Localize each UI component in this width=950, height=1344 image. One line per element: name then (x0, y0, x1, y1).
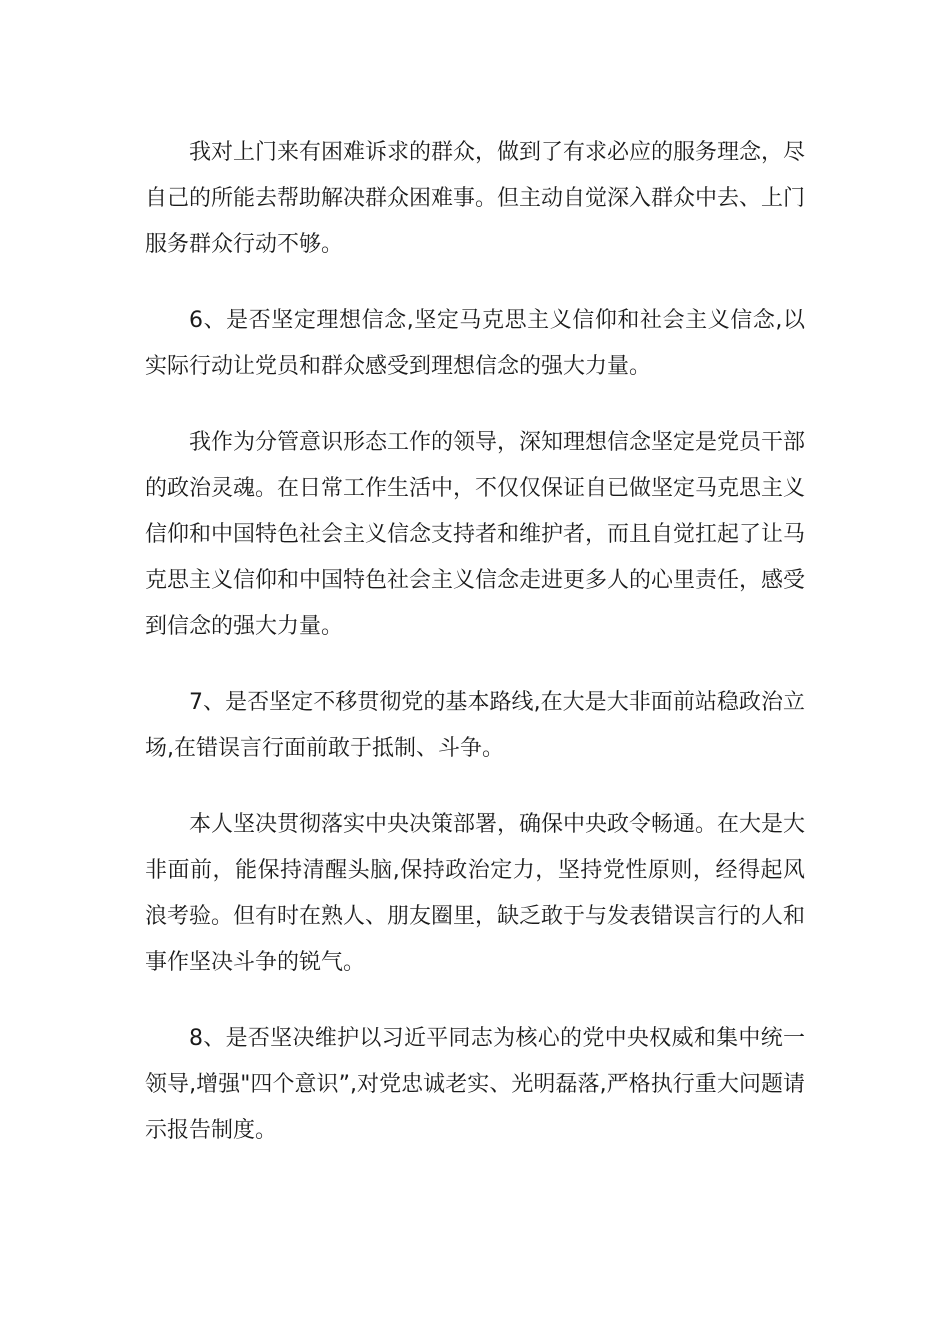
question-6: 6、是否坚定理想信念,坚定马克思主义信仰和社会主义信念,以实际行动让党员和群众感受到理想信念的强大力量。 (145, 308, 805, 379)
paragraph-ideals-beliefs: 我作为分管意识形态工作的领导，深知理想信念坚定是党员干部的政治灵魂。在日常工作生活中，不仅仅保证自已做坚定马克思主义信仰和中国特色社会主义信念支持者和维护者，而且自觉扛起了让马克思主义信仰和中国特色社会主义信念走进更多人的心里责任，感受到信念的强大力量。 (145, 430, 806, 639)
question-8: 8、是否坚决维护以习近平同志为核心的党中央权威和集中统一领导,增强"四个意识”,对党忠诚老实、光明磊落,严格执行重大问题请示报告制度。 (145, 1026, 805, 1143)
question-7: 7、是否坚定不移贯彻党的基本路线,在大是大非面前站稳政治立场,在错误言行面前敢于抵制、斗争。 (145, 690, 805, 761)
paragraph-political-stance: 本人坚决贯彻落实中央决策部署，确保中央政令畅通。在大是大非面前，能保持清醒头脑,保持政治定力，坚持党性原则，经得起风浪考验。但有时在熟人、朋友圈里，缺乏敢于与发表错误言行的人和事作坚决斗争的锐气。 (145, 812, 806, 975)
document-body (145, 130, 805, 1184)
paragraph-service-to-masses: 我对上门来有困难诉求的群众，做到了有求必应的服务理念，尽自己的所能去帮助解决群众困难事。但主动自觉深入群众中去、上门服务群众行动不够。 (145, 140, 806, 257)
